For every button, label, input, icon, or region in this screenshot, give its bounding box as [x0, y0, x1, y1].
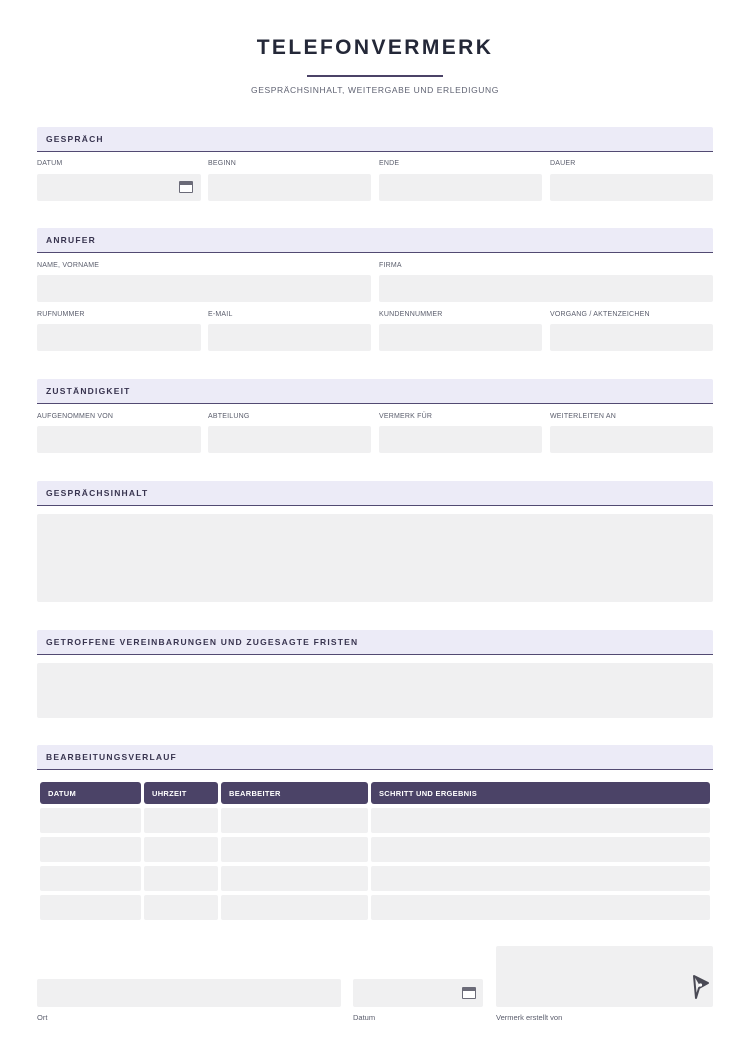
label-erstellt-von: Vermerk erstellt von [496, 1013, 563, 1022]
label-datum: DATUM [37, 160, 63, 167]
column-header-label: DATUM [48, 789, 77, 798]
label-rufnummer: RUFNUMMER [37, 311, 85, 318]
signature-field[interactable] [496, 946, 713, 1007]
section-title: GESPRÄCH [46, 134, 104, 144]
kundennummer-field[interactable] [379, 324, 542, 351]
column-header-datum [40, 782, 141, 804]
page-title: TELEFONVERMERK [256, 36, 494, 59]
label-kundennummer: KUNDENNUMMER [379, 311, 443, 318]
table-cell[interactable] [144, 808, 218, 833]
column-header-label: SCHRITT UND ERGEBNIS [379, 789, 478, 798]
label-email: E-MAIL [208, 311, 233, 318]
table-cell[interactable] [144, 895, 218, 920]
table-cell[interactable] [371, 866, 710, 891]
section-title: GESPRÄCHSINHALT [46, 488, 149, 498]
firma-field[interactable] [379, 275, 713, 302]
section-header-vereinbarungen [37, 630, 713, 655]
table-cell[interactable] [221, 866, 368, 891]
table-cell[interactable] [221, 808, 368, 833]
section-header-zustaendigkeit [37, 379, 713, 404]
section-title: ANRUFER [46, 235, 96, 245]
label-abteilung: ABTEILUNG [208, 413, 250, 420]
ort-field[interactable] [37, 979, 341, 1007]
label-beginn: BEGINN [208, 160, 237, 167]
label-vermerk-fuer: VERMERK FÜR [379, 413, 433, 420]
name-field[interactable] [37, 275, 371, 302]
section-header-verlauf [37, 745, 713, 770]
ende-field[interactable] [379, 174, 542, 201]
section-header-anrufer [37, 228, 713, 253]
label-footer-datum: Datum [353, 1013, 376, 1022]
column-header-uhrzeit [144, 782, 218, 804]
table-cell[interactable] [144, 837, 218, 862]
column-header-schritt [371, 782, 710, 804]
pen-nib-icon [692, 974, 710, 1000]
section-title: GETROFFENE VEREINBARUNGEN UND ZUGESAGTE FRISTEN [46, 637, 359, 647]
email-field[interactable] [208, 324, 371, 351]
aufgenommen-field[interactable] [37, 426, 201, 453]
table-cell[interactable] [40, 808, 141, 833]
column-header-label: UHRZEIT [152, 789, 187, 798]
title-underline [307, 75, 443, 77]
vorgang-field[interactable] [550, 324, 713, 351]
beginn-field[interactable] [208, 174, 371, 201]
section-header-inhalt [37, 481, 713, 506]
label-aufgenommen: AUFGENOMMEN VON [37, 413, 114, 420]
datum-field[interactable] [37, 174, 201, 201]
label-ende: ENDE [379, 160, 400, 167]
label-firma: FIRMA [379, 262, 402, 269]
table-cell[interactable] [371, 808, 710, 833]
vereinbarungen-textarea[interactable] [37, 663, 713, 718]
column-header-label: BEARBEITER [229, 789, 281, 798]
calendar-icon[interactable] [179, 181, 193, 193]
section-title: ZUSTÄNDIGKEIT [46, 386, 131, 396]
label-weiterleiten: WEITERLEITEN AN [550, 413, 617, 420]
page-subtitle: GESPRÄCHSINHALT, WEITERGABE UND ERLEDIGUNG [251, 85, 499, 95]
table-cell[interactable] [221, 895, 368, 920]
label-vorgang: VORGANG / AKTENZEICHEN [550, 311, 650, 318]
footer-datum-field[interactable] [353, 979, 483, 1007]
column-header-bearbeiter [221, 782, 368, 804]
table-cell[interactable] [144, 866, 218, 891]
gespraechsinhalt-textarea[interactable] [37, 514, 713, 602]
weiterleiten-field[interactable] [550, 426, 713, 453]
table-cell[interactable] [40, 866, 141, 891]
table-cell[interactable] [40, 837, 141, 862]
label-name: NAME, VORNAME [37, 262, 100, 269]
section-header-gespraech [37, 127, 713, 152]
table-cell[interactable] [371, 895, 710, 920]
label-ort: Ort [37, 1013, 48, 1022]
section-title: BEARBEITUNGSVERLAUF [46, 752, 177, 762]
table-cell[interactable] [40, 895, 141, 920]
table-cell[interactable] [221, 837, 368, 862]
label-dauer: DAUER [550, 160, 576, 167]
dauer-field[interactable] [550, 174, 713, 201]
calendar-icon[interactable] [462, 987, 476, 999]
table-cell[interactable] [371, 837, 710, 862]
abteilung-field[interactable] [208, 426, 371, 453]
vermerk-fuer-field[interactable] [379, 426, 542, 453]
rufnummer-field[interactable] [37, 324, 201, 351]
